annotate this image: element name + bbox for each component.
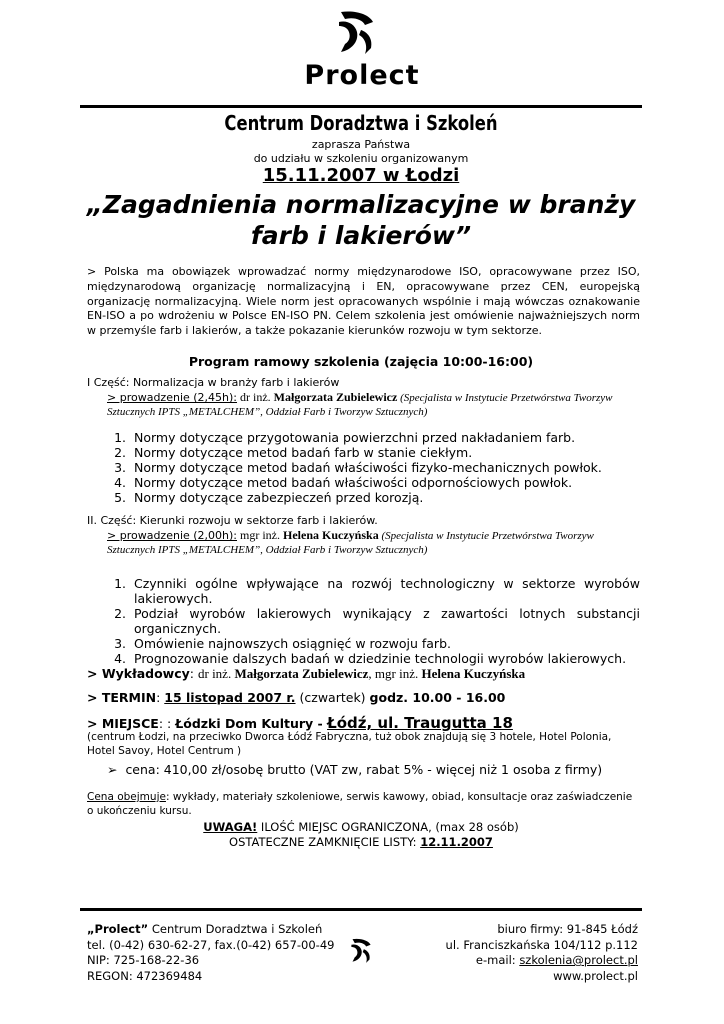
footer-right: [446, 922, 638, 984]
term-day: (czwartek): [295, 690, 370, 705]
lecturer-1-title: dr inż.: [197, 666, 235, 681]
part-2-heading: II. Część: Kierunki rozwoju w sektorze farb i lakierów.: [87, 514, 378, 527]
list-item: 3. Omówienie najnowszych osiągnięć w rozwoju farb.: [130, 636, 640, 651]
footer-nip: NIP: 725-168-22-36: [87, 953, 200, 967]
lecturers-line: [87, 666, 640, 682]
footer-left: [87, 922, 334, 984]
price-bullet: ➢: [107, 762, 118, 777]
footer-logo-icon: [349, 938, 373, 964]
list-item: 1. Czynniki ogólne wpływające na rozwój technologiczny w sektorze wyrobów lakierowych.: [130, 576, 640, 606]
place-note: (centrum Łodzi, na przeciwko Dworca Łódź Fabryczna, tuż obok znajdują się 3 hotele, Hotel Polonia, Hotel Savoy, Hotel Centrum ): [87, 731, 612, 757]
event-title: [80, 189, 642, 251]
lecturers-sep: :: [189, 666, 198, 681]
footer-regon: REGON: 472369484: [87, 968, 203, 983]
part-1-heading: I Część: Normalizacja w branży farb i lakierów: [87, 376, 340, 389]
lecturers-label: > Wykładowcy: [87, 666, 190, 681]
invite-line-1: zaprasza Państwa: [311, 138, 411, 151]
term-sep: :: [156, 690, 165, 705]
notice: [80, 820, 642, 850]
place-venue: Łódzki Dom Kultury -: [175, 716, 328, 731]
place-line: [87, 714, 640, 732]
footer-email-line: [446, 953, 638, 969]
includes-text: : wykłady, materiały szkoleniowe, serwis kawowy, obiad, konsultacje oraz zaświadczenie o ukończeniu kursu.: [87, 791, 633, 817]
includes-label: Cena obejmuje: [87, 791, 166, 803]
footer-company-name: „Prolect”: [87, 922, 149, 936]
part-1-lead: [87, 390, 640, 419]
part-2-lead-desc: (Specjalista w Instytucie Przetwórstwa Tworzyw Sztucznych IPTS „METALCHEM”, Oddział Farb i Tworzyw Sztucznych): [107, 530, 594, 556]
footer-website-link[interactable]: www.prolect.pl: [553, 968, 638, 983]
lecturer-1-name: Małgorzata Zubielewicz: [234, 666, 369, 681]
part-2-lead: [87, 528, 640, 557]
lecturer-2-title: , mgr inż.: [368, 666, 422, 681]
part-1-lead-title: dr inż.: [237, 390, 274, 404]
brand-name: Prolect: [304, 60, 420, 91]
invite-line-2: do udziału w szkoleniu organizowanym: [253, 152, 469, 165]
list-item: 5. Normy dotyczące zabezpieczeń przed korozją.: [130, 490, 640, 505]
part-2-lead-label: > prowadzenie (2,00h):: [107, 529, 238, 542]
term-label: > TERMIN: [87, 690, 157, 705]
price-line: [107, 762, 640, 777]
part-2-lead-name: Helena Kuczyńska: [283, 528, 379, 542]
notice-line-1: [80, 820, 642, 835]
list-item: 1. Normy dotyczące przygotowania powierzchni przed nakładaniem farb.: [130, 430, 640, 445]
list-item: 2. Normy dotyczące metod badań farb w stanie ciekłym.: [130, 445, 640, 460]
notice-deadline: 12.11.2007: [420, 835, 493, 849]
price-text: cena: 410,00 zł/osobę brutto (VAT zw, rabat 5% - więcej niż 1 osoba z firmy): [125, 762, 603, 777]
event-title-line-1: „Zagadnienia normalizacyjne w branży: [86, 190, 636, 219]
notice-warning: UWAGA!: [203, 820, 258, 834]
term-date: 15 listopad 2007 r.: [164, 690, 296, 705]
event-title-line-2: farb i lakierów”: [250, 221, 472, 250]
list-item: 3. Normy dotyczące metod badań właściwości fizyko-mechanicznych powłok.: [130, 460, 640, 475]
term-line: [87, 690, 640, 705]
part-1-list: [87, 430, 640, 505]
footer-email-link[interactable]: szkolenia@prolect.pl: [519, 953, 638, 967]
list-item: 4. Prognozowanie dalszych badań w dziedzinie technologii wyrobów lakierowych.: [130, 651, 640, 666]
part-1-lead-desc: (Specjalista w Instytucie Przetwórstwa Tworzyw Sztucznych IPTS „METALCHEM”, Oddział Farb i Tworzyw Sztucznych): [107, 392, 613, 418]
header-divider: [80, 105, 642, 108]
notice-line-2: [80, 835, 642, 850]
place-address: Łódź, ul. Traugutta 18: [327, 714, 513, 732]
footer-divider: [80, 908, 642, 911]
notice-deadline-label: OSTATECZNE ZAMKNIĘCIE LISTY:: [229, 835, 421, 849]
term-hours: godz. 10.00 - 16.00: [369, 690, 506, 705]
part-1-lead-label: > prowadzenie (2,45h):: [107, 391, 238, 404]
program-heading: Program ramowy szkolenia (zajęcia 10:00-16:00): [188, 354, 534, 369]
company-subtitle: Centrum Doradztwa i Szkoleń: [224, 111, 498, 135]
prolect-logo-icon: [335, 10, 377, 56]
part-1: [87, 376, 640, 505]
footer-company-rest: Centrum Doradztwa i Szkoleń: [148, 922, 323, 936]
footer-street: ul. Franciszkańska 104/112 p.112: [445, 937, 638, 952]
footer-company: [87, 922, 334, 938]
part-2: [87, 514, 640, 666]
place-sep: : :: [158, 716, 176, 731]
lecturer-2-name: Helena Kuczyńska: [421, 666, 526, 681]
part-2-lead-title: mgr inż.: [237, 528, 284, 542]
footer-email-label: e-mail:: [475, 953, 520, 967]
notice-limit: ILOŚĆ MIEJSC OGRANICZONA, (max 28 osób): [257, 820, 519, 834]
part-2-list: [87, 576, 640, 666]
footer-office: biuro firmy: 91-845 Łódź: [497, 922, 638, 936]
list-item: 4. Normy dotyczące metod badań właściwości odpornościowych powłok.: [130, 475, 640, 490]
place-label: > MIEJSCE: [87, 716, 159, 731]
footer-phone: tel. (0-42) 630-62-27, fax.(0-42) 657-00-49: [87, 937, 335, 952]
includes-paragraph: [87, 790, 640, 818]
intro-paragraph: > Polska ma obowiązek wprowadzać normy międzynarodowe ISO, opracowywane przez ISO, międzynarodową organizację normalizacyjną i EN, opracowywane przez CEN, europejską organizację normalizacyjną. Wiele norm jest opracowanych wspólnie i mają wówczas oznakowanie EN-ISO a po wdrożeniu w Polsce EN-ISO PN. Celem szkolenia jest omówienie najważniejszych norm w przemyśle farb i lakierów, a także pokazanie kierunków rozwoju w tym sektorze.: [87, 265, 640, 338]
part-1-lead-name: Małgorzata Zubielewicz: [273, 390, 398, 404]
list-item: 2. Podział wyrobów lakierowych wynikający z zawartości lotnych substancji organicznych.: [130, 606, 640, 636]
event-date: 15.11.2007 w Łodzi: [262, 165, 460, 186]
